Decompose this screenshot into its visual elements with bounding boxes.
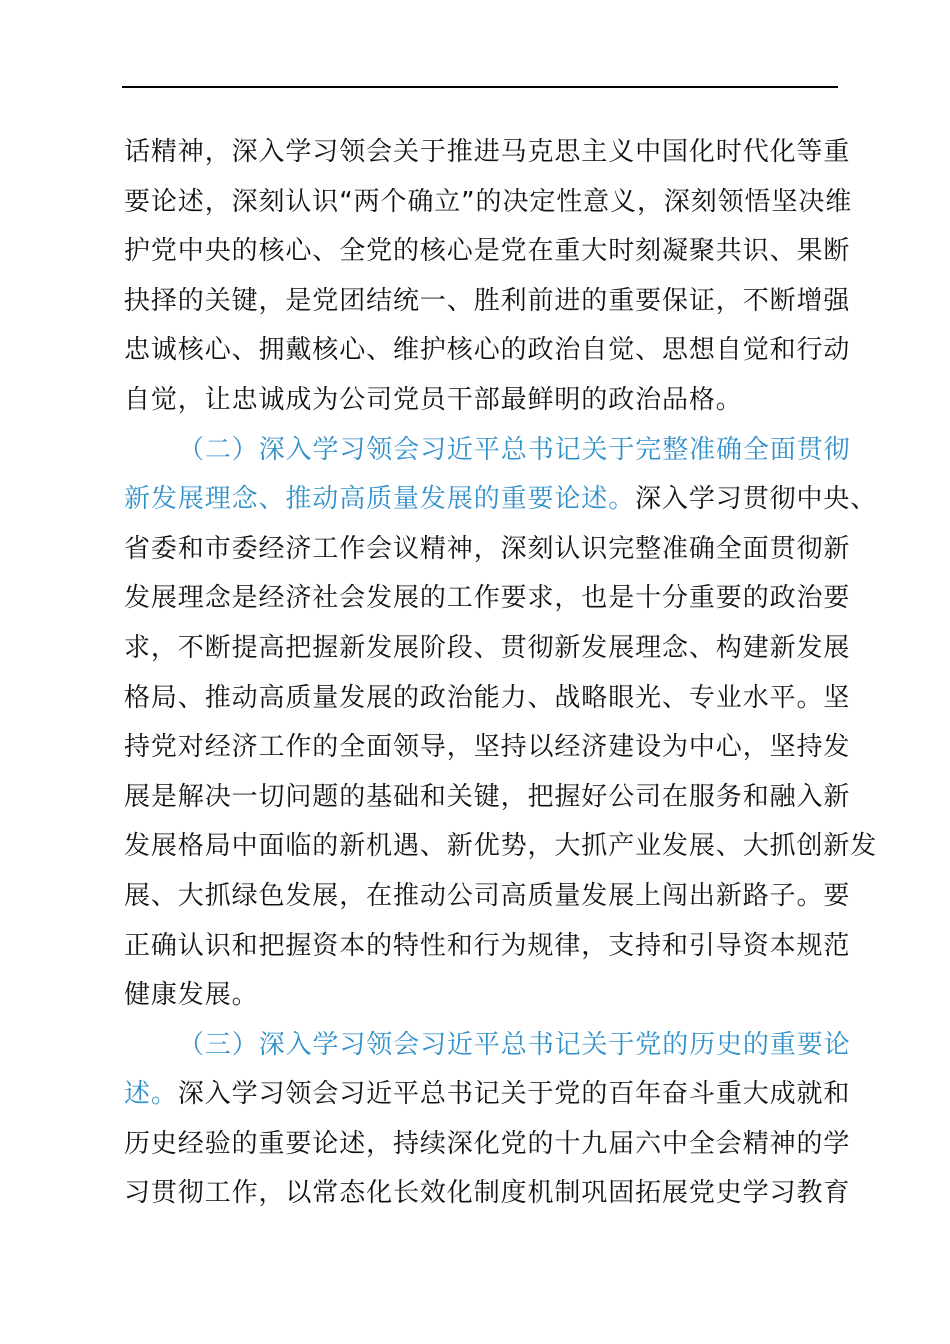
text-run: 省委和市委经济工作会议精神，深刻认识完整准确全面贯彻新 (124, 533, 851, 564)
text-line (124, 475, 878, 525)
text-line (124, 128, 851, 178)
text-line (124, 773, 851, 823)
text-run: 发展格局中面临的新机遇、新优势，大抓产业发展、大抓创新发 (124, 831, 878, 862)
header-rule (122, 86, 838, 88)
section-heading-2: （二）深入学习领会习近平总书记关于完整准确全面贯彻 (178, 434, 851, 465)
text-run: 深入学习领会习近平总书记关于党的百年奋斗重大成就和 (177, 1079, 851, 1110)
text-line (124, 922, 851, 972)
section-heading-line (124, 426, 851, 476)
text-run: 历史经验的重要论述，持续深化党的十九届六中全会精神的学 (124, 1128, 851, 1159)
text-run: 自觉，让忠诚成为公司党员干部最鲜明的政治品格。 (124, 384, 743, 415)
text-line (124, 872, 851, 922)
text-run: 习贯彻工作，以常态化长效化制度机制巩固拓展党史学习教育 (124, 1178, 851, 1209)
text-run: 深入学习贯彻中央、 (635, 484, 878, 515)
text-line (124, 971, 844, 1021)
text-run: 护党中央的核心、全党的核心是党在重大时刻凝聚共识、果断 (124, 236, 851, 267)
text-run: 话精神，深入学习领会关于推进马克思主义中国化时代化等重 (124, 137, 851, 167)
text-line (124, 624, 851, 674)
text-line (124, 723, 851, 773)
text-line (124, 1120, 851, 1170)
text-line (124, 1070, 851, 1120)
text-line (124, 277, 851, 327)
text-line (124, 1169, 851, 1219)
text-run: 展是解决一切问题的基础和关键，把握好公司在服务和融入新 (124, 781, 851, 812)
text-line (124, 178, 853, 228)
text-run: 求，不断提高把握新发展阶段、贯彻新发展理念、构建新发展 (124, 632, 851, 663)
text-run: 正确认识和把握资本的特性和行为规律，支持和引导资本规范 (124, 930, 851, 961)
text-line (124, 326, 851, 376)
section-heading-3-cont: 述。 (124, 1079, 178, 1110)
text-run: 抉择的关键，是党团结统一、胜利前进的重要保证，不断增强 (124, 285, 851, 316)
text-run: 展、大抓绿色发展，在推动公司高质量发展上闯出新路子。要 (124, 880, 851, 911)
text-line (124, 574, 851, 624)
text-line (124, 525, 851, 575)
text-run: 格局、推动高质量发展的政治能力、战略眼光、专业水平。坚 (124, 682, 851, 713)
section-heading-2-cont: 新发展理念、推动高质量发展的重要论述。 (124, 484, 636, 515)
section-heading-3: （三）深入学习领会习近平总书记关于党的历史的重要论 (178, 1029, 851, 1060)
body-text (124, 128, 878, 1219)
text-line (124, 227, 851, 277)
text-run: 忠诚核心、拥戴核心、维护核心的政治自觉、思想自觉和行动 (124, 335, 851, 366)
text-line (124, 376, 844, 426)
text-line (124, 674, 851, 724)
text-run: 要论述，深刻认识“两个确立”的决定性意义，深刻领悟坚决维 (124, 186, 853, 217)
text-run: 健康发展。 (124, 980, 259, 1011)
text-line (124, 822, 878, 872)
text-run: 发展理念是经济社会发展的工作要求，也是十分重要的政治要 (124, 583, 851, 614)
text-run: 持党对经济工作的全面领导，坚持以经济建设为中心，坚持发 (124, 732, 851, 763)
section-heading-line (124, 1021, 851, 1071)
